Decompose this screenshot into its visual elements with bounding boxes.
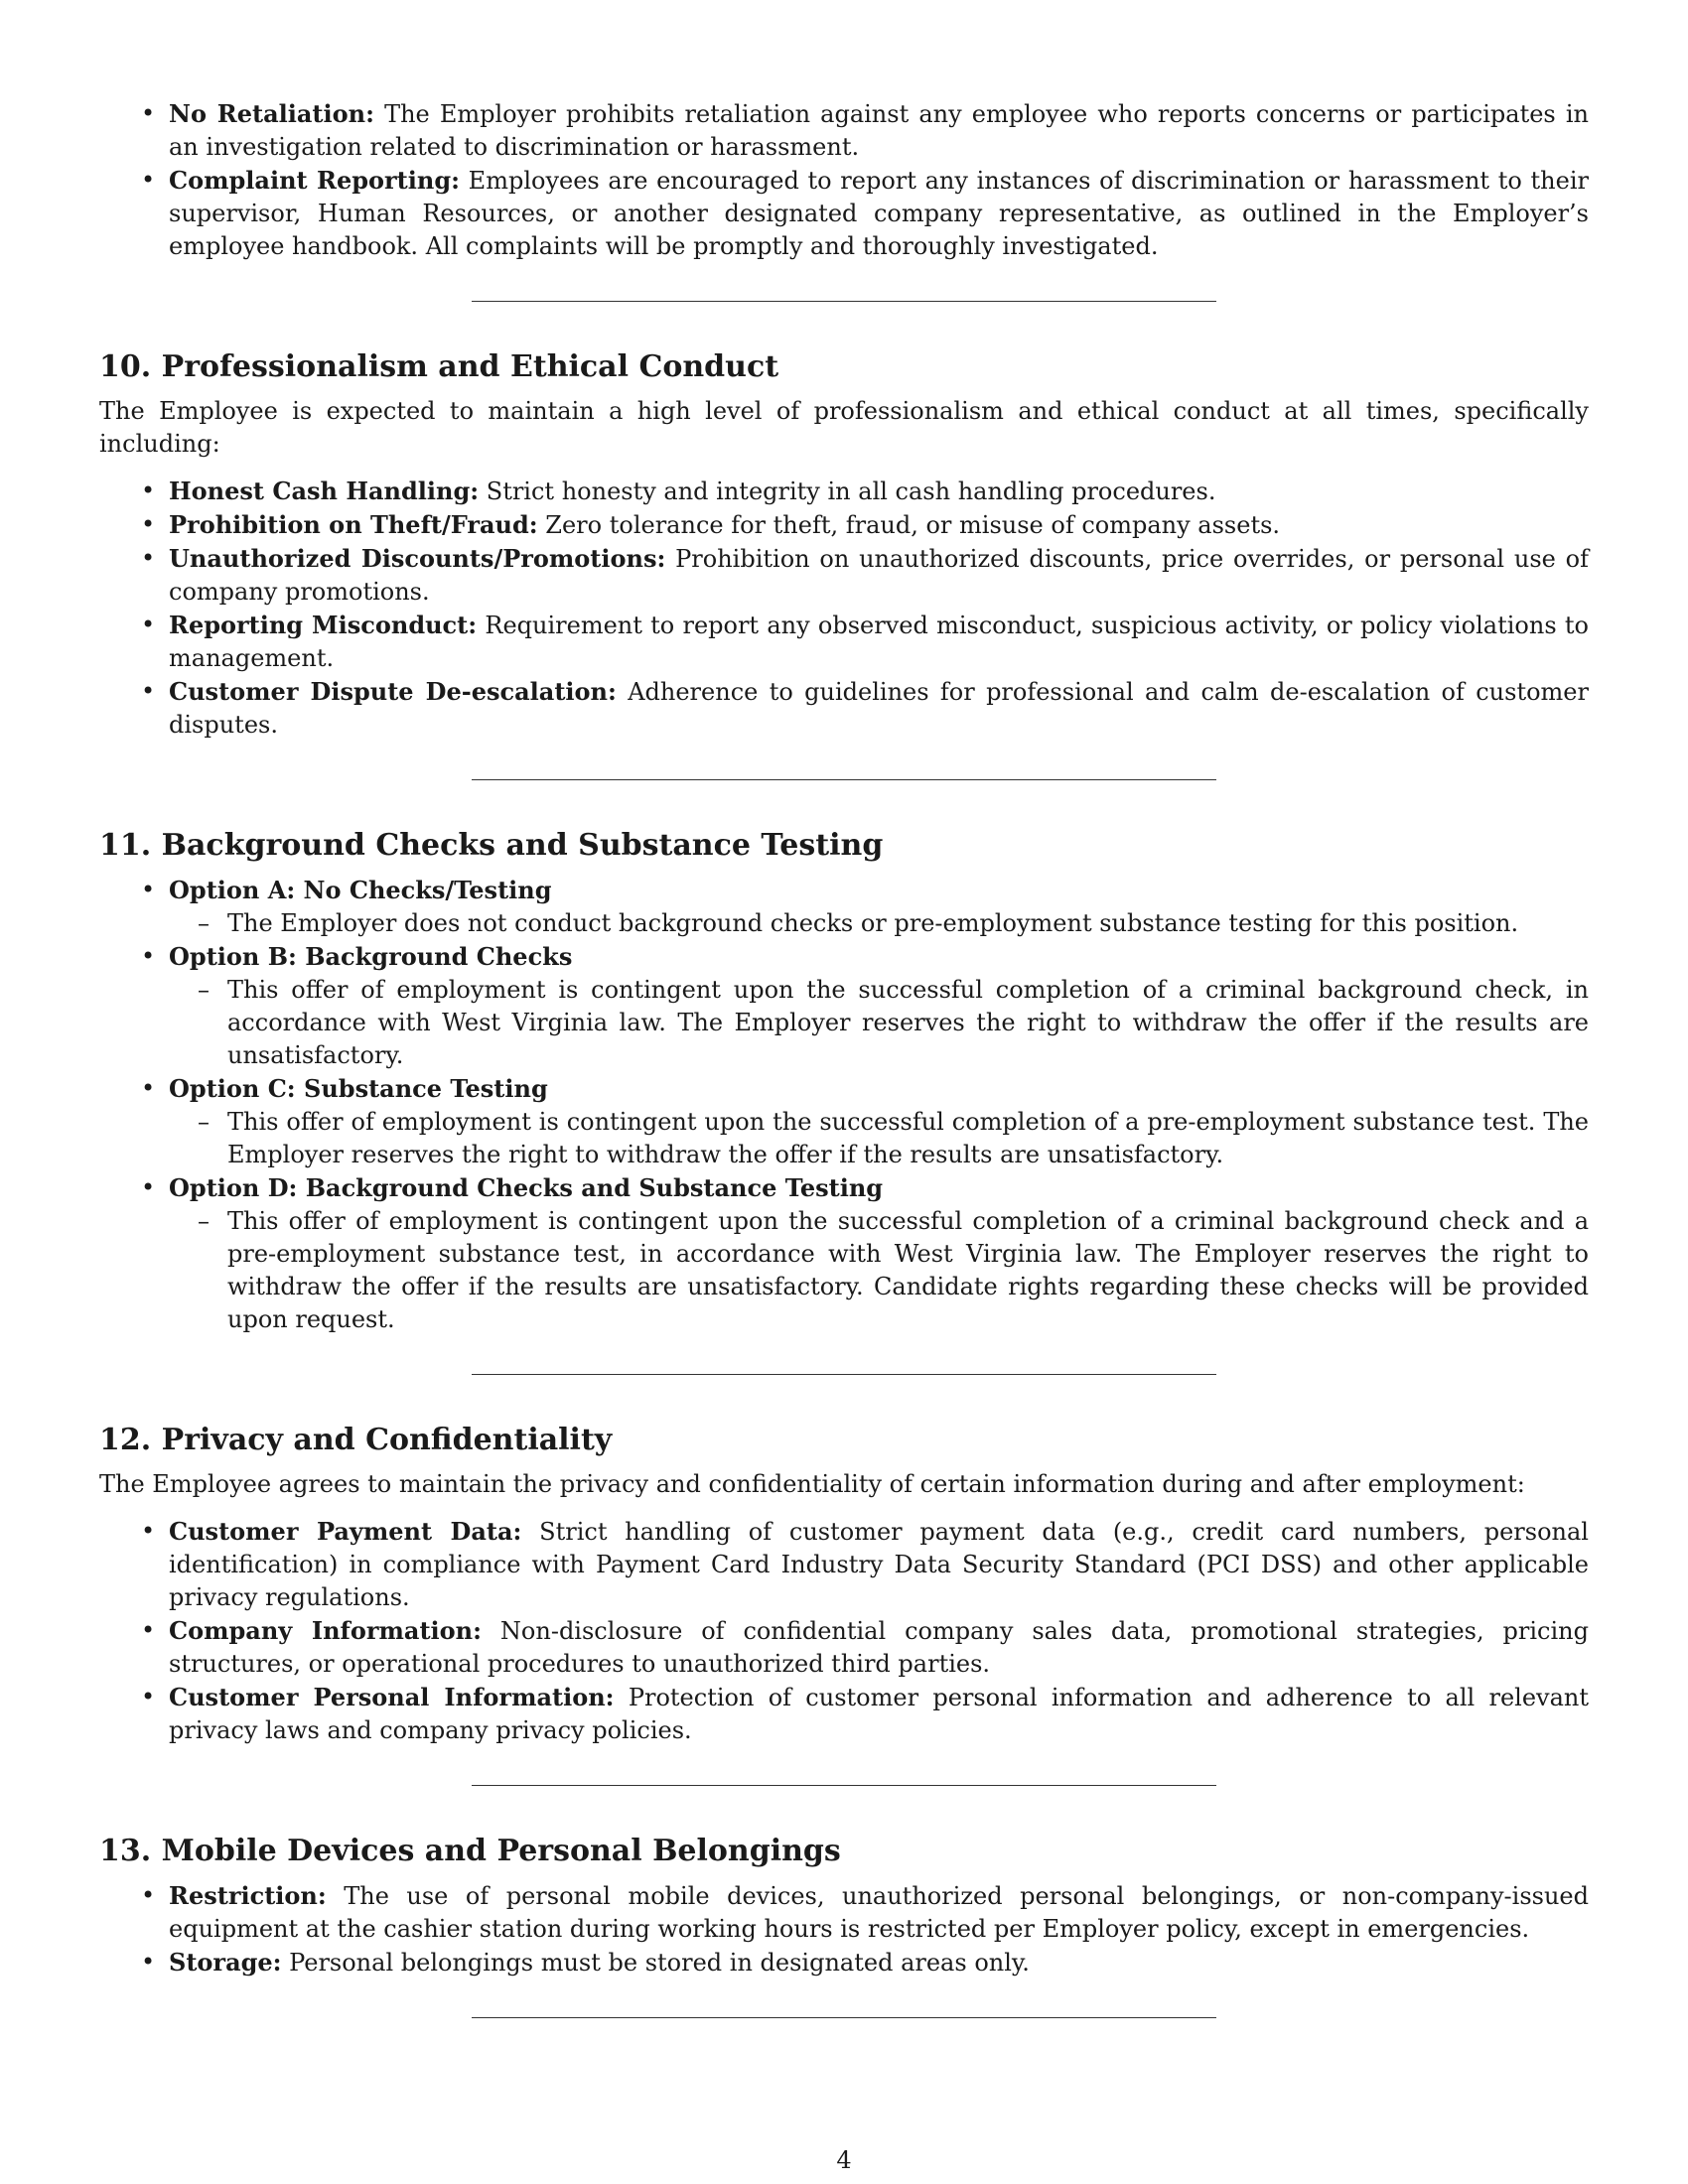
page-number: 4 [836, 2146, 852, 2174]
item-label: Company Information: [169, 1616, 482, 1645]
list-item [169, 97, 1589, 164]
item-text: Prohibition on unauthorized discounts, price overrides, or personal use of company promotions. [169, 545, 1589, 606]
option-detail: – This offer of employment is contingent upon the successful completion of a criminal background check, in accordance with West Virginia law. The Employer reserves the right to withdraw the offer if the results are unsatisfactory. [227, 974, 1589, 1072]
list-item [169, 1681, 1589, 1747]
item-text: Strict handling of customer payment data (e.g., credit card numbers, personal identification) in compliance with Payment Card Industry Data Security Standard (PCI DSS) and other applicable privacy regulations. [169, 1518, 1589, 1611]
option-label: Option A: No Checks/Testing [169, 876, 552, 904]
item-text: The Employer prohibits retaliation against any employee who reports concerns or participates in an investigation related to discrimination or harassment. [169, 100, 1589, 161]
section-11-list [99, 874, 1589, 1336]
list-item [169, 508, 1589, 542]
list-item [169, 1879, 1589, 1946]
document-page [99, 97, 1589, 2018]
section-13-list [99, 1879, 1589, 1979]
item-text: Non-disclosure of confidential company sales data, promotional strategies, pricing structures, or operational procedures to unauthorized third parties. [169, 1617, 1589, 1678]
list-item [169, 874, 1589, 940]
section-10-list [99, 475, 1589, 742]
item-label: No Retaliation: [169, 99, 374, 128]
item-label: Complaint Reporting: [169, 166, 460, 195]
list-item [169, 542, 1589, 609]
item-text: Protection of customer personal information and adherence to all relevant privacy laws and company privacy policies. [169, 1684, 1589, 1744]
section-11-heading: 11. Background Checks and Substance Testing [99, 828, 884, 863]
list-item [169, 675, 1589, 742]
item-text: Adherence to guidelines for professional and calm de-escalation of customer disputes. [169, 678, 1589, 739]
list-item [169, 1072, 1589, 1171]
item-text: The use of personal mobile devices, unauthorized personal belongings, or non-company-issued equipment at the cashier station during working hours is restricted per Employer policy, except in emergencies. [169, 1882, 1589, 1943]
item-label: Honest Cash Handling: [169, 477, 480, 505]
section-12-intro: The Employee agrees to maintain the privacy and confidentiality of certain information during and after employment: [99, 1470, 1525, 1498]
item-label: Customer Personal Information: [169, 1683, 615, 1711]
list-item [169, 940, 1589, 1072]
option-label: Option D: Background Checks and Substance Testing [169, 1173, 884, 1202]
section-divider [472, 1374, 1216, 1375]
section-10-intro: The Employee is expected to maintain a high level of professionalism and ethical conduct at all times, specifically including: [99, 397, 1589, 458]
section-divider [472, 1785, 1216, 1786]
item-label: Restriction: [169, 1881, 327, 1910]
item-label: Unauthorized Discounts/Promotions: [169, 544, 666, 573]
option-label: Option B: Background Checks [169, 942, 573, 971]
option-detail-list [169, 1205, 1589, 1336]
option-detail: – This offer of employment is contingent upon the successful completion of a criminal background check and a pre-employment substance test, in accordance with West Virginia law. The Employer reserves the right to withdraw the offer if the results are unsatisfactory. Candidate rights regarding these checks will be provided upon request. [227, 1205, 1589, 1336]
item-text: Zero tolerance for theft, fraud, or misuse of company assets. [545, 511, 1281, 539]
option-label: Option C: Substance Testing [169, 1074, 548, 1103]
item-label: Customer Payment Data: [169, 1517, 522, 1546]
section-divider [472, 779, 1216, 780]
item-text: Employees are encouraged to report any instances of discrimination or harassment to their supervisor, Human Resources, or another designated company representative, as outlined in the Employer’s employee handbook. All complaints will be promptly and thoroughly investigated. [169, 167, 1589, 260]
section-12-heading: 12. Privacy and Confidentiality [99, 1423, 613, 1457]
option-detail-list [169, 974, 1589, 1072]
list-item [169, 1515, 1589, 1614]
section-12-list [99, 1515, 1589, 1747]
item-label: Prohibition on Theft/Fraud: [169, 510, 538, 539]
option-detail-list [169, 1106, 1589, 1171]
item-label: Storage: [169, 1948, 282, 1977]
option-detail-list [169, 907, 1589, 940]
item-text: Requirement to report any observed misconduct, suspicious activity, or policy violations to management. [169, 612, 1589, 672]
item-label: Customer Dispute De-escalation: [169, 677, 617, 706]
section-10-heading: 10. Professionalism and Ethical Conduct [99, 349, 779, 384]
list-item [169, 475, 1589, 508]
item-label: Reporting Misconduct: [169, 611, 478, 639]
list-item [169, 1614, 1589, 1681]
option-detail: – The Employer does not conduct background checks or pre-employment substance testing for this position. [227, 907, 1589, 940]
list-item [169, 609, 1589, 675]
item-text: Personal belongings must be stored in designated areas only. [289, 1949, 1030, 1977]
section-divider [472, 301, 1216, 302]
top-bullet-list [99, 97, 1589, 263]
item-text: Strict honesty and integrity in all cash handling procedures. [486, 478, 1216, 505]
section-divider [472, 2017, 1216, 2018]
option-detail: – This offer of employment is contingent upon the successful completion of a pre-employment substance test. The Employer reserves the right to withdraw the offer if the results are unsatisfactory. [227, 1106, 1589, 1171]
list-item [169, 1171, 1589, 1336]
list-item [169, 164, 1589, 263]
list-item [169, 1946, 1589, 1979]
section-13-heading: 13. Mobile Devices and Personal Belongings [99, 1834, 841, 1868]
